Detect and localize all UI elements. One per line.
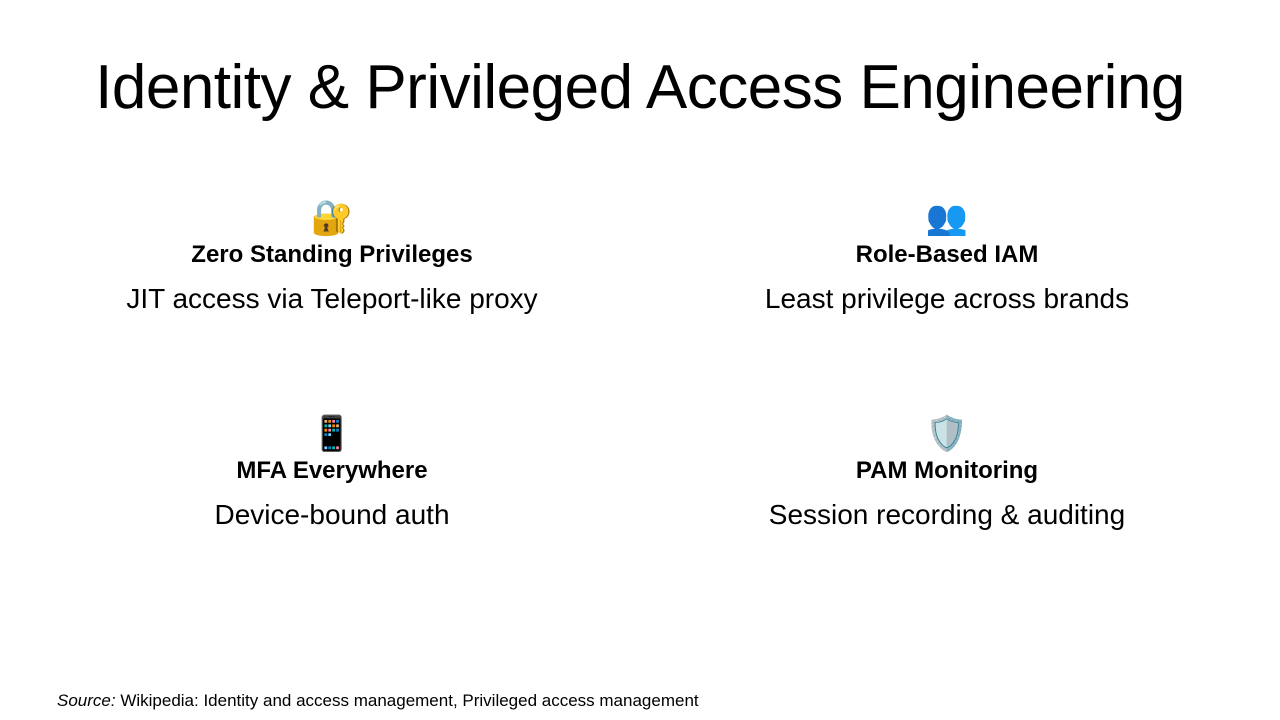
source-text: Wikipedia: Identity and access management, Privileged access management (115, 691, 699, 710)
locked-with-key-icon: 🔐 (310, 198, 354, 238)
card-description: Session recording & auditing (768, 499, 1126, 530)
card-description: JIT access via Teleport-like proxy (126, 283, 538, 314)
card-mfa-everywhere (52, 414, 612, 532)
card-heading: Zero Standing Privileges (191, 241, 473, 268)
card-heading: MFA Everywhere (236, 457, 428, 484)
card-pam-monitoring (667, 414, 1227, 532)
card-role-based-iam (667, 198, 1227, 316)
card-description: Device-bound auth (214, 499, 450, 530)
card-description: Least privilege across brands (764, 283, 1130, 314)
people-icon: 👥 (925, 198, 969, 238)
mobile-phone-icon: 📱 (310, 414, 354, 454)
shield-icon: 🛡️ (925, 414, 969, 454)
card-heading: Role-Based IAM (855, 241, 1039, 268)
source-citation (57, 690, 699, 712)
slide-title: Identity & Privileged Access Engineering (95, 53, 1185, 122)
source-label: Source: (57, 691, 116, 710)
card-zero-standing-privileges (52, 198, 612, 316)
card-heading: PAM Monitoring (855, 457, 1039, 484)
